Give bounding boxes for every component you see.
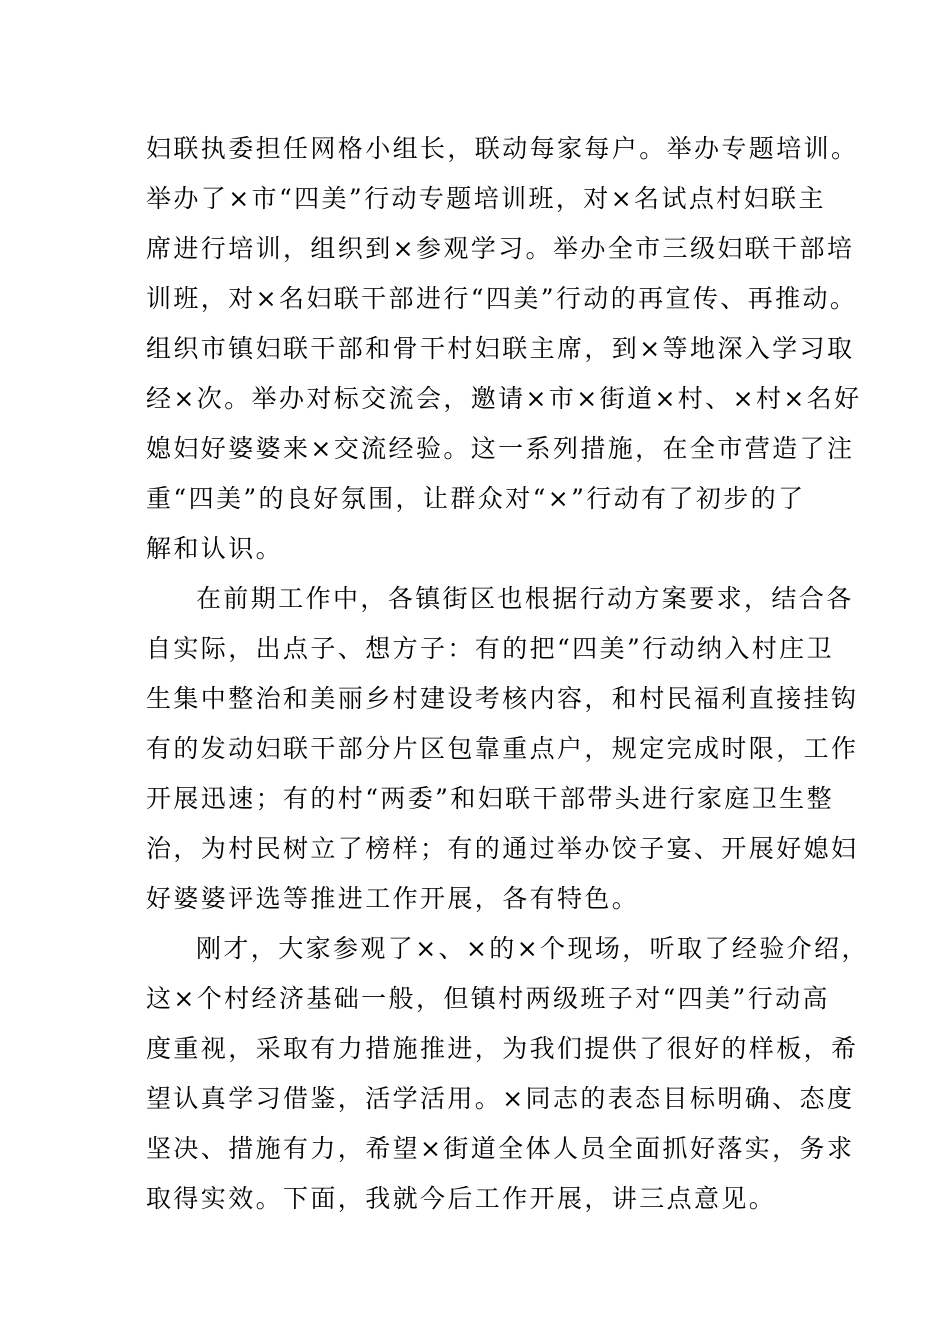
- text-line: 妇联执委担任网格小组长，联动每家每户。举办专题培训。: [146, 134, 859, 163]
- text-line: 生集中整治和美丽乡村建设考核内容，和村民福利直接挂钩: [146, 684, 859, 713]
- text-line: 举办了×市“四美”行动专题培训班，对×名试点村妇联主: [146, 184, 826, 213]
- text-line: 好婆婆评选等推进工作开展，各有特色。: [146, 884, 640, 913]
- text-line: 组织市镇妇联干部和骨干村妇联主席，到×等地深入学习取: [146, 334, 855, 363]
- text-line: 坚决、措施有力，希望×街道全体人员全面抓好落实，务求: [146, 1134, 855, 1163]
- text-line: 训班，对×名妇联干部进行“四美”行动的再宣传、再推动。: [146, 284, 858, 313]
- text-line: 这×个村经济基础一般，但镇村两级班子对“四美”行动高: [146, 984, 830, 1013]
- text-line: 媳妇好婆婆来×交流经验。这一系列措施，在全市营造了注: [146, 434, 855, 463]
- text-line: 治，为村民树立了榜样；有的通过举办饺子宴、开展好媳妇: [146, 834, 859, 863]
- text-line: 自实际，出点子、想方子：有的把“四美”行动纳入村庄卫: [146, 634, 834, 663]
- paragraph-first-line: 在前期工作中，各镇街区也根据行动方案要求，结合各: [196, 584, 854, 613]
- text-line: 度重视，采取有力措施推进，为我们提供了很好的样板，希: [146, 1034, 859, 1063]
- text-line: 开展迅速；有的村“两委”和妇联干部带头进行家庭卫生整: [146, 784, 834, 813]
- text-line: 有的发动妇联干部分片区包靠重点户，规定完成时限，工作: [146, 734, 859, 763]
- text-line: 席进行培训，组织到×参观学习。举办全市三级妇联干部培: [146, 234, 855, 263]
- paragraph-first-line: 刚才，大家参观了×、×的×个现场，听取了经验介绍，: [196, 934, 869, 963]
- text-line: 经×次。举办对标交流会，邀请×市×街道×村、×村×名好: [146, 384, 862, 413]
- text-line: 解和认识。: [146, 534, 284, 563]
- text-line: 重“四美”的良好氛围，让群众对“×”行动有了初步的了: [146, 484, 806, 513]
- text-line: 取得实效。下面，我就今后工作开展，讲三点意见。: [146, 1184, 777, 1213]
- text-line: 望认真学习借鉴，活学活用。×同志的表态目标明确、态度: [146, 1084, 855, 1113]
